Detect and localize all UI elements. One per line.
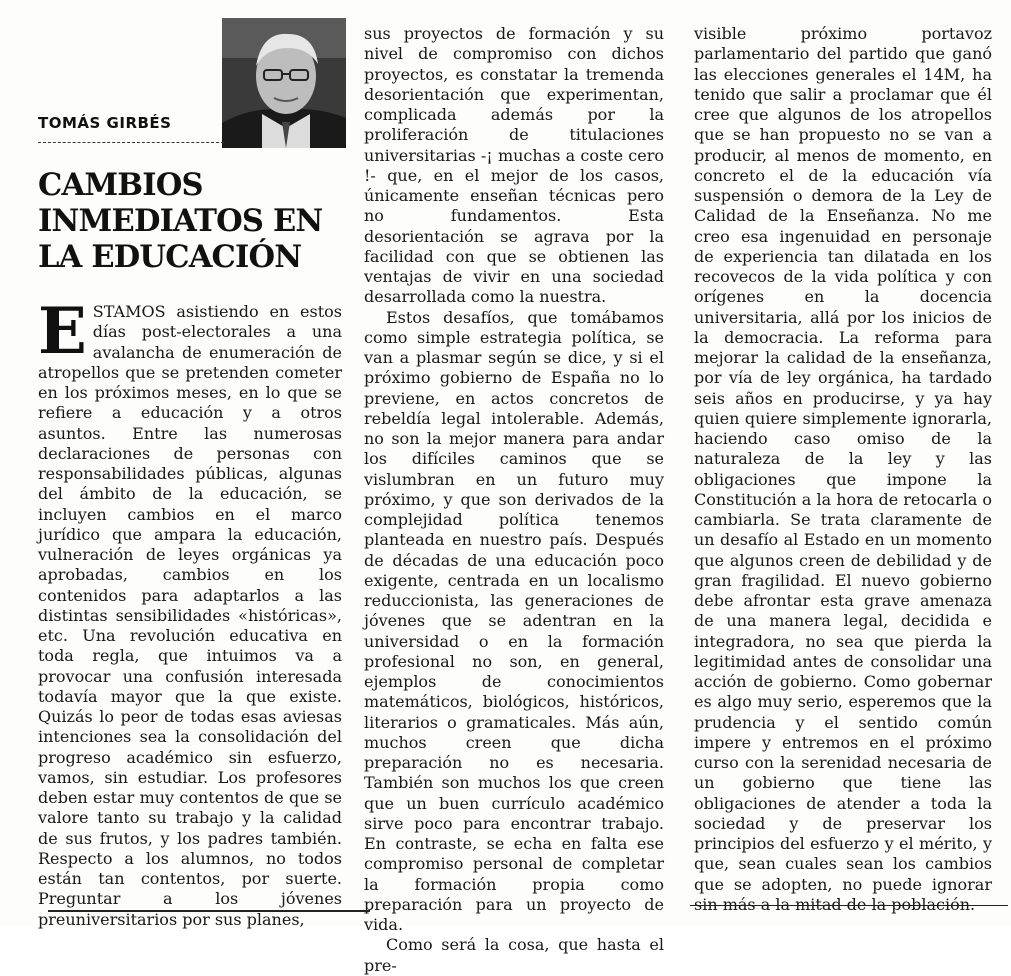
col1-text: STAMOS asistiendo en estos días post-electorales a una avalancha de enumeración de atropellos que se pretenden cometer en los próximos meses, en lo que se refiere a educación y a otros asuntos. Entre las numerosas declaraciones de personas con responsabilidades públicas, algunas del ámbito de la educación, se incluyen cambios en el marco jurídico que ampara la educación, vulneración de leyes orgánicas ya aprobadas, cambios en los contenidos para adaptarlos a las distintas sensibilidades «históricas», etc. Una revolución educativa en toda regla, que intuimos va a provocar una confusión interesada todavía mayor que la que existe. Quizás lo peor de todas esas aviesas intenciones sea la consolidación del progreso académico sin esfuerzo, vamos, sin estudiar. Los profesores deben estar muy contentos de que se valore tanto su trabajo y la calidad de sus frutos, y los padres también. Respecto a los alumnos, no todos están tan contentos, por suerte. Preguntar a los jóvenes preuniversitarios por sus planes, [38, 302, 342, 929]
article-column-1 [38, 294, 342, 930]
drop-cap: E [38, 294, 87, 369]
bottom-rule-right [690, 905, 1008, 906]
bottom-rule-left [48, 910, 370, 912]
author-portrait-image [222, 18, 346, 148]
col2-paragraph-3: Como será la cosa, que hasta el pre- [364, 935, 664, 975]
col2-paragraph-2: Estos desafíos, que tomábamos como simple estrategia política, se van a plasmar según se dice, y si el próximo gobierno de España no lo previene, en actos concretos de rebeldía legal intolerable. Además, no son la mejor manera para andar los difíciles caminos que se vislumbran en un futuro muy próximo, y que son derivados de la complejidad política tenemos planteada en nuestro país. Después de décadas de una educación poco exigente, centrada en un localismo reduccionista, las generaciones de jóvenes que se adentran en la universidad o en la formación profesional no son, en general, ejemplos de conocimientos matemáticos, biológicos, históricos, literarios o gramaticales. Más aún, muchos creen que dicha preparación no es necesaria. También son muchos los que creen que un buen currículo académico sirve poco para encontrar trabajo. En contraste, se echa en falta ese compromiso personal de completar la formación propia como preparación para un proyecto de vida. [364, 307, 664, 934]
article-column-3 [694, 24, 992, 915]
col1-paragraph [38, 294, 342, 930]
article-headline: CAMBIOS INMEDIATOS EN LA EDUCACIÓN [38, 167, 323, 275]
byline-divider [38, 142, 224, 143]
col2-paragraph-1: sus proyectos de formación y su nivel de compromiso con dichos proyectos, es constatar la tremenda desorientación que experimentan, complicada además por la proliferación de titulaciones universitarias -¡ muchas a coste cero !- que, en el mejor de los casos, únicamente enseñan técnicas pero no fundamentos. Esta desorientación se agrava por la facilidad con que se obtienen las ventajas de vivir en una sociedad desarrollada como la nuestra. [364, 24, 664, 307]
author-photo [222, 18, 346, 148]
article-column-2 [364, 24, 664, 976]
col3-paragraph: visible próximo portavoz parlamentario del partido que ganó las elecciones generales el 14M, ha tenido que salir a proclamar que él cree que algunos de los atropellos que se han propuesto no se van a producir, al menos de momento, en concreto el de la educación vía suspensión o demora de la Ley de Calidad de la Enseñanza. No me creo esa ingenuidad en personaje de experiencia tan dilatada en los recovecos de la vida política y con orígenes en la docencia universitaria, allá por los inicios de la democracia. La reforma para mejorar la calidad de la enseñanza, por vía de ley orgánica, ha tardado seis años en producirse, y ya hay quien quiere simplemente ignorarla, haciendo caso omiso de la naturaleza de la ley y las obligaciones que impone la Constitución a la hora de retocarla o cambiarla. Se trata claramente de un desafío al Estado en un momento que algunos creen de debilidad y de gran fragilidad. El nuevo gobierno debe afrontar esta grave amenaza de una manera legal, decidida e integradora, no sea que pierda la legitimidad antes de consolidar una acción de gobierno. Como gobernar es algo muy serio, esperemos que la prudencia y el sentido común impere y entremos en el próximo curso con la serenidad necesaria de un gobierno que tiene las obligaciones de atender a toda la sociedad y de preservar los principios del esfuerzo y el mérito, y que, sean cuales sean los cambios que se adopten, no puede ignorar sin más a la mitad de la población. [694, 24, 992, 914]
author-byline: TOMÁS GIRBÉS [38, 114, 172, 132]
